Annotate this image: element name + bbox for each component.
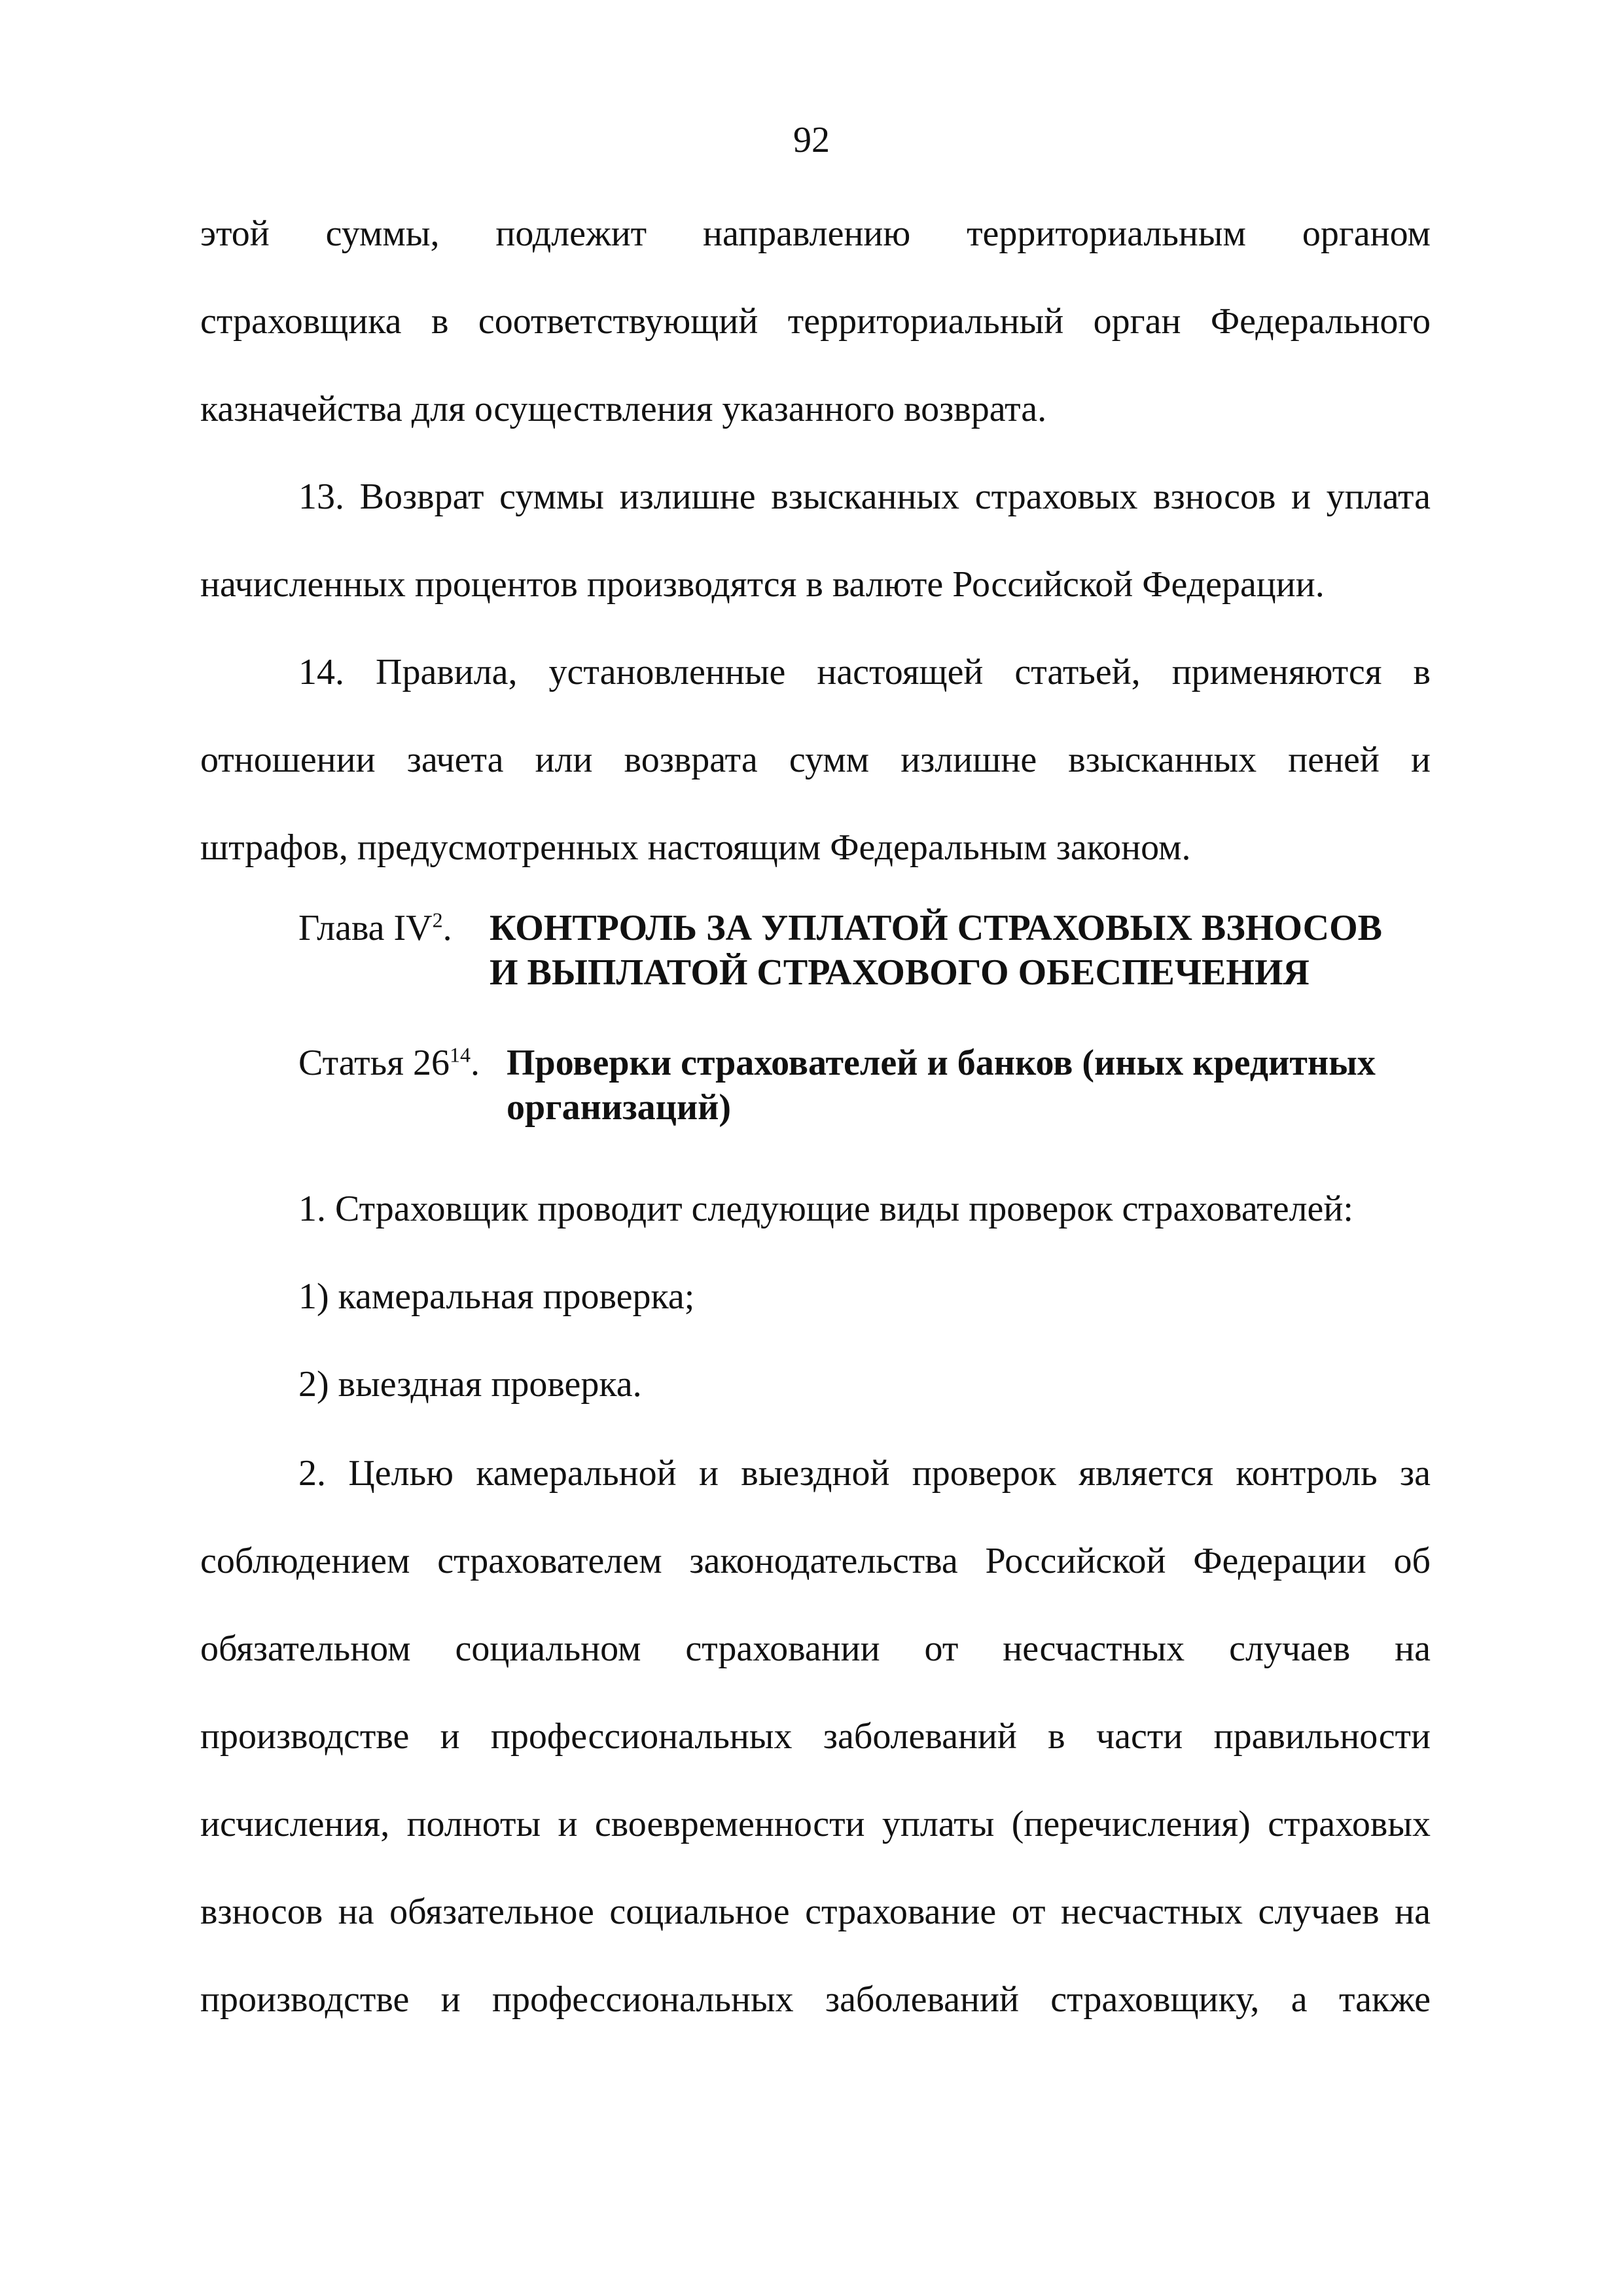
page-number: 92 [793,120,830,160]
chapter-label: Глава $IV^2$. [298,908,452,948]
paragraph-continuation [200,190,1431,453]
text-line: обязательном социальном страховании от несчастных случаев на [200,1628,1431,1669]
text-line: взносов на обязательное социальное страхование от несчастных случаев на [200,1892,1431,1932]
article-heading [200,1041,1431,1132]
text-line: начисленных процентов производятся в валюте Российской Федерации. [200,564,1325,605]
chapter-title-line-2: И ВЫПЛАТОЙ СТРАХОВОГО ОБЕСПЕЧЕНИЯ [490,952,1310,993]
chapter-title-line-1: КОНТРОЛЬ ЗА УПЛАТОЙ СТРАХОВЫХ ВЗНОСОВ [490,908,1382,948]
text-line: соблюдением страхователем законодательства Российской Федерации об [200,1541,1431,1581]
text-line: производстве и профессиональных заболеваний в части правильности [200,1716,1431,1757]
text-line: исчисления, полноты и своевременности уплаты (перечисления) страховых [200,1804,1431,1844]
list-item: 2) выездная проверка. [298,1364,642,1405]
chapter-superscript: 2 [432,908,443,932]
text-line: 1. Страховщик проводит следующие виды проверок страхователей: [298,1189,1353,1229]
text-line: этой суммы, подлежит направлению территориальным органом [200,213,1431,254]
article-title-line-1: Проверки страхователей и банков (иных кредитных [507,1043,1376,1083]
text-line: страховщика в соответствующий территориальный орган Федерального [200,301,1431,342]
list-item: 1) камеральная проверка; [298,1276,695,1317]
text-line: 14. Правила, установленные настоящей статьей, применяются в [298,652,1431,692]
text-line: 13. Возврат суммы излишне взысканных страховых взносов и уплата [298,476,1431,517]
paragraph-article-1 [200,1165,1431,1428]
article-title-line-2: организаций) [507,1087,732,1128]
paragraph-14 [200,628,1431,891]
text-line: производстве и профессиональных заболеваний страховщику, а также [200,1979,1431,2020]
paragraph-article-2 [200,1429,1431,2043]
text-line: казначейства для осуществления указанного возврата. [200,389,1047,429]
paragraph-13 [200,453,1431,628]
chapter-heading [200,906,1431,997]
article-label: Статья $26^{14}$. [298,1043,480,1083]
text-line: отношении зачета или возврата сумм излишне взысканных пеней и [200,740,1431,780]
text-line: 2. Целью камеральной и выездной проверок является контроль за [298,1453,1431,1494]
article-superscript: 14 [449,1043,471,1067]
text-line: штрафов, предусмотренных настоящим Федеральным законом. [200,827,1191,868]
